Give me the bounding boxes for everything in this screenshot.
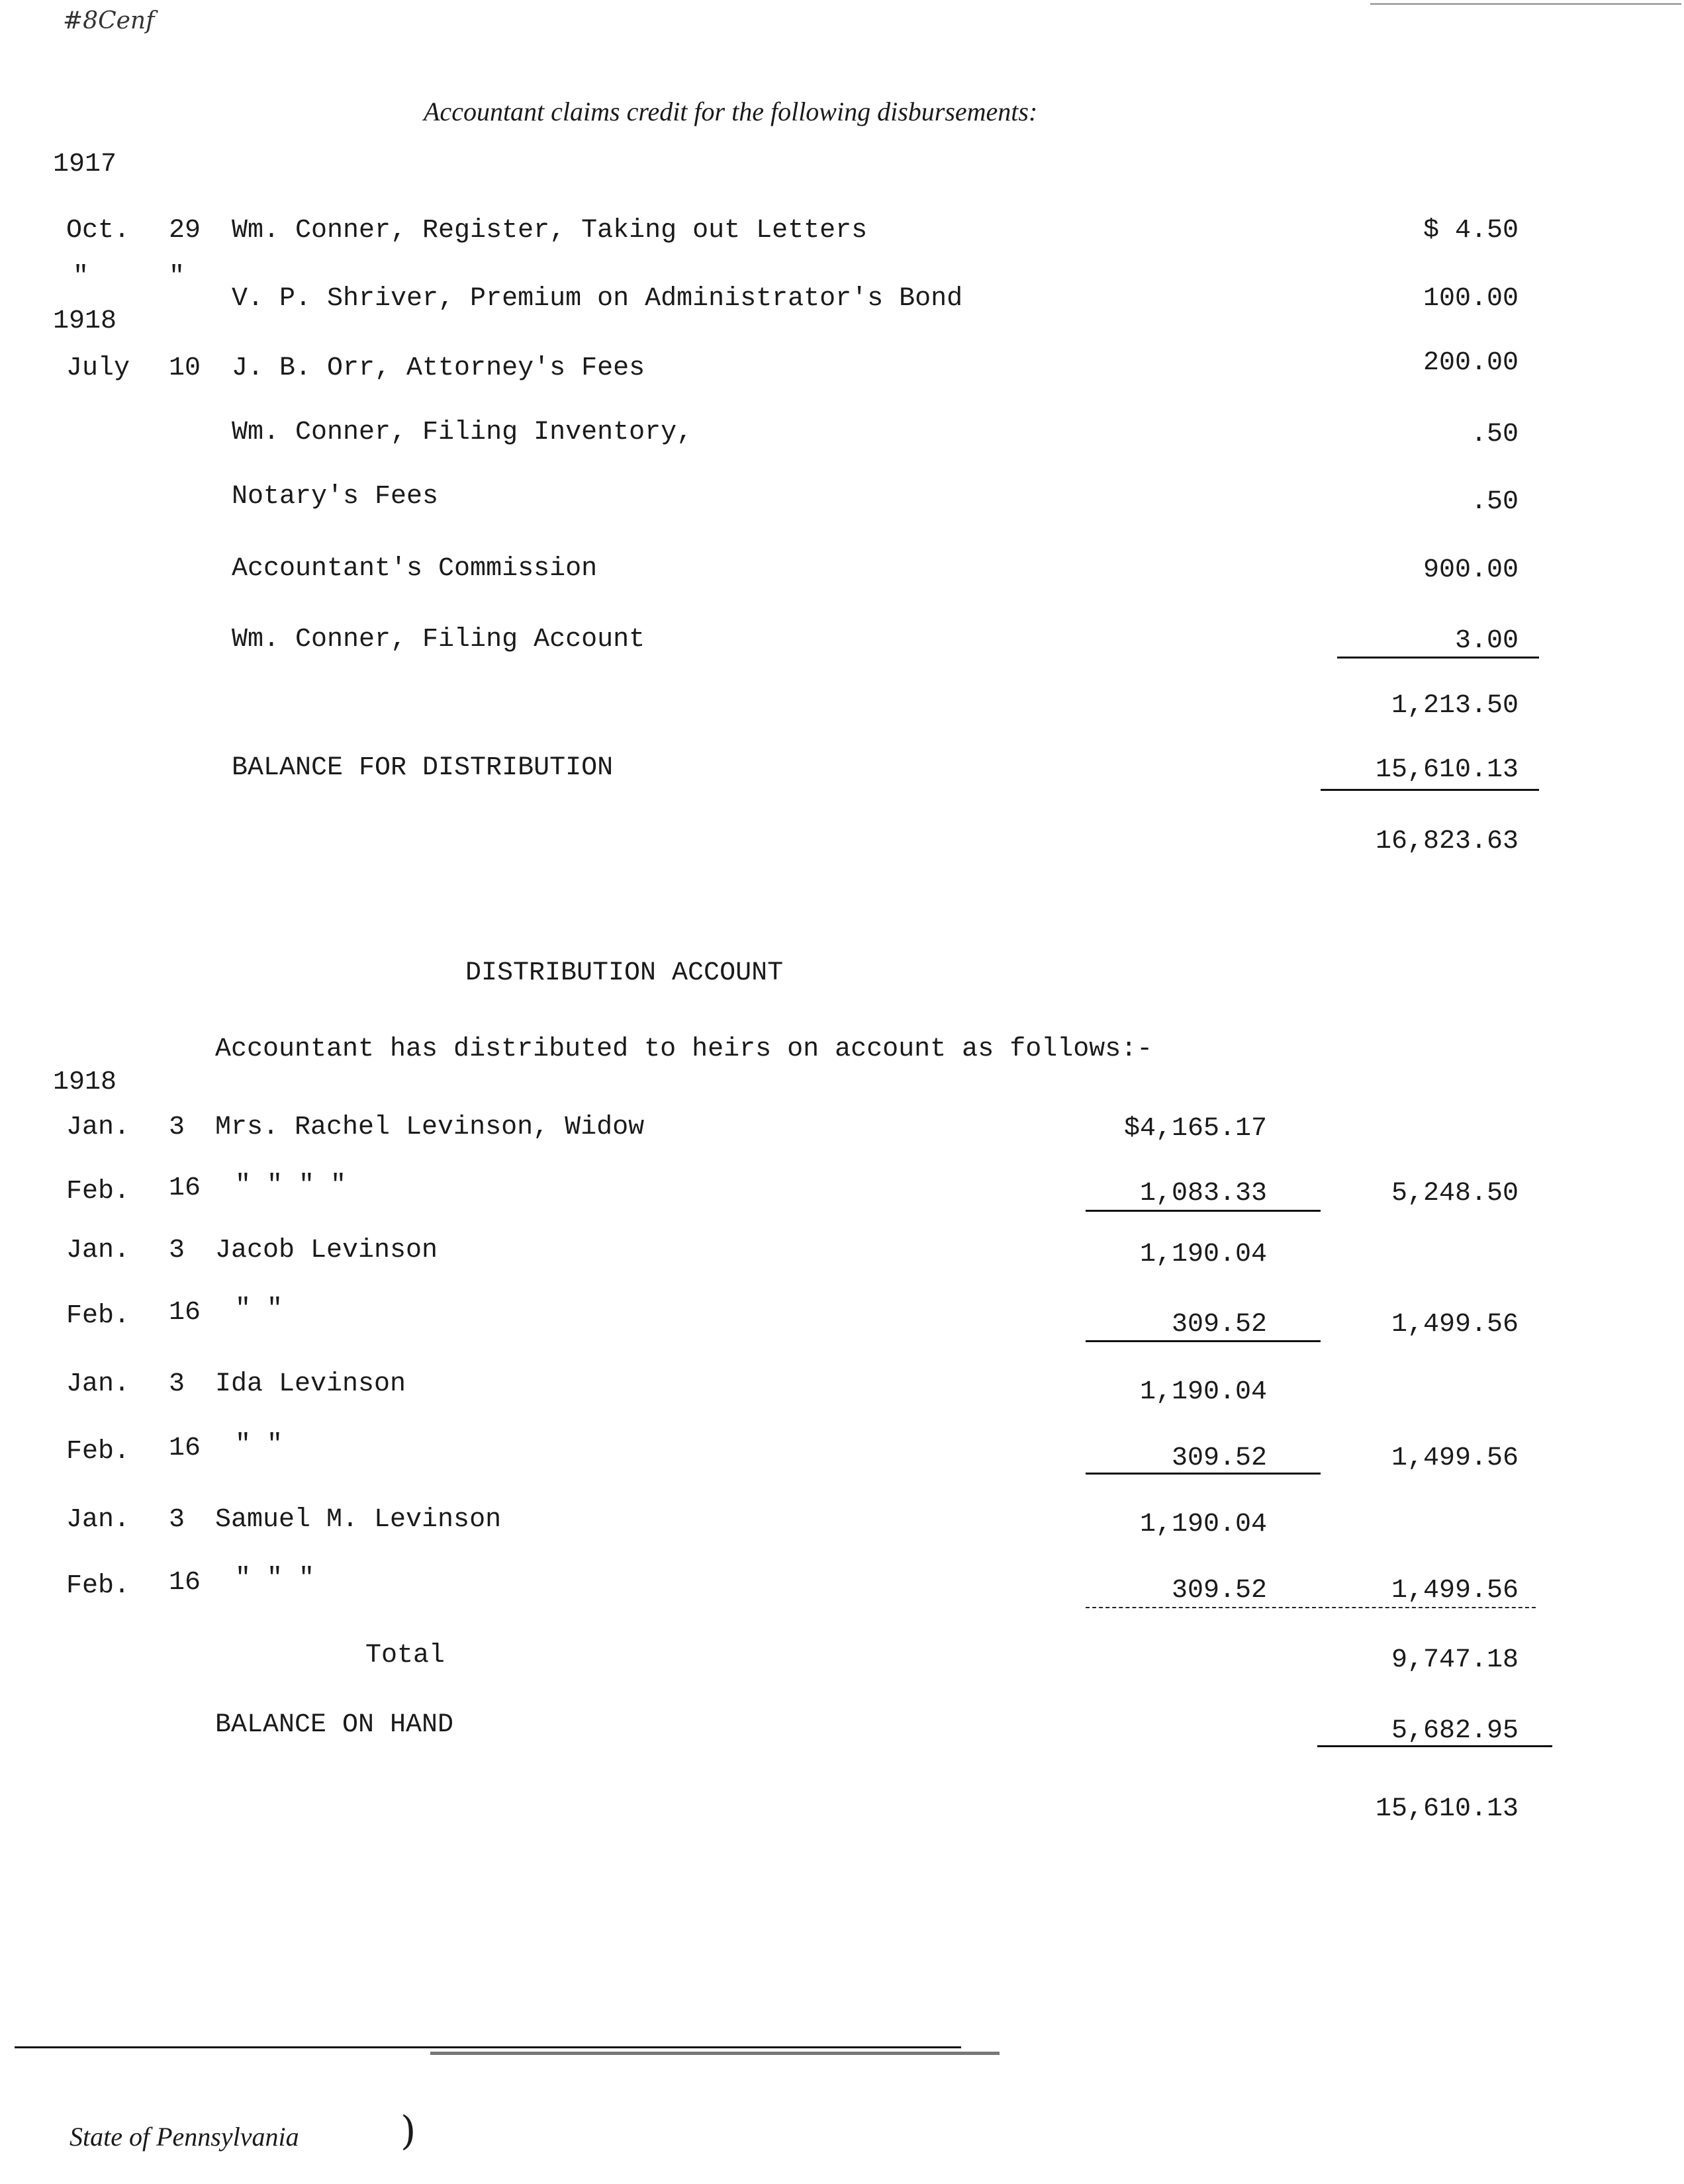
heir-total: 1,499.56 bbox=[1391, 1576, 1519, 1606]
heir-name: Samuel M. Levinson bbox=[215, 1505, 502, 1535]
amount: 1,083.33 bbox=[1139, 1179, 1267, 1208]
amount: 309.52 bbox=[1171, 1443, 1267, 1473]
bottom-divider bbox=[15, 2046, 961, 2048]
amount: 1,190.04 bbox=[1139, 1240, 1267, 1269]
subtotal-rule bbox=[1337, 657, 1539, 659]
amount: 100.00 bbox=[1423, 284, 1519, 314]
day: 16 bbox=[169, 1173, 201, 1203]
amount: 900.00 bbox=[1423, 555, 1519, 585]
heir-name: Mrs. Rachel Levinson, Widow bbox=[215, 1113, 645, 1142]
day: 3 bbox=[169, 1113, 185, 1142]
heir-name: Jacob Levinson bbox=[215, 1236, 438, 1265]
heir-name: Ida Levinson bbox=[215, 1369, 406, 1399]
corner-note: #8Cenf bbox=[63, 7, 155, 34]
amount: 1,190.04 bbox=[1139, 1510, 1267, 1539]
month: Feb. bbox=[66, 1177, 130, 1206]
month: Feb. bbox=[66, 1571, 130, 1601]
month: Feb. bbox=[66, 1437, 130, 1467]
heir-name-ditto: " " bbox=[235, 1295, 283, 1324]
day: 16 bbox=[169, 1433, 201, 1463]
year-1918: 1918 bbox=[53, 306, 117, 336]
description: Notary's Fees bbox=[232, 482, 439, 512]
amount: $4,165.17 bbox=[1123, 1114, 1267, 1144]
balance-rule bbox=[1317, 1745, 1552, 1747]
subtotal-rule bbox=[1086, 1607, 1536, 1608]
state-of-pennsylvania: State of Pennsylvania bbox=[70, 2122, 299, 2152]
day: 10 bbox=[169, 353, 201, 383]
description: Wm. Conner, Filing Account bbox=[232, 625, 645, 655]
description: V. P. Shriver, Premium on Administrator's Bond bbox=[232, 284, 963, 314]
description: Wm. Conner, Filing Inventory, bbox=[232, 418, 693, 447]
balance-rule bbox=[1321, 789, 1539, 791]
page-header: Accountant claims credit for the following disbursements: bbox=[424, 97, 1038, 126]
amount: 200.00 bbox=[1423, 348, 1519, 378]
day: " bbox=[169, 262, 185, 292]
heir-name-ditto: " " bbox=[235, 1430, 283, 1460]
month: Jan. bbox=[66, 1113, 130, 1142]
amount: .50 bbox=[1470, 420, 1519, 449]
subtotal: 1,213.50 bbox=[1391, 691, 1519, 721]
description: Accountant's Commission bbox=[232, 554, 598, 584]
heir-name-ditto: " " " bbox=[235, 1564, 315, 1594]
day: 16 bbox=[169, 1298, 201, 1328]
month: Jan. bbox=[66, 1369, 130, 1399]
description: J. B. Orr, Attorney's Fees bbox=[232, 353, 645, 383]
day: 3 bbox=[169, 1236, 185, 1265]
amount: 3.00 bbox=[1454, 626, 1519, 656]
balance-for-distribution-amount: 15,610.13 bbox=[1375, 755, 1519, 785]
balance-on-hand-label: BALANCE ON HAND bbox=[215, 1710, 454, 1740]
heir-total: 1,499.56 bbox=[1391, 1310, 1519, 1340]
top-rule bbox=[1370, 3, 1681, 5]
month: Feb. bbox=[66, 1301, 130, 1331]
day: 3 bbox=[169, 1505, 185, 1535]
month: Jan. bbox=[66, 1505, 130, 1535]
total-label: Total bbox=[365, 1641, 445, 1670]
grand-total: 16,823.63 bbox=[1375, 827, 1519, 856]
month: Jan. bbox=[66, 1236, 130, 1265]
heir-name-ditto: " " " " bbox=[235, 1171, 347, 1201]
distribution-intro: Accountant has distributed to heirs on account as follows:- bbox=[215, 1034, 1153, 1064]
heir-total: 5,248.50 bbox=[1391, 1179, 1519, 1208]
day: 3 bbox=[169, 1369, 185, 1399]
amount: 309.52 bbox=[1171, 1576, 1267, 1606]
subtotal-rule bbox=[1086, 1210, 1321, 1212]
subtotal-rule bbox=[1086, 1473, 1321, 1475]
amount: 1,190.04 bbox=[1139, 1377, 1267, 1407]
month: July bbox=[66, 353, 130, 383]
distribution-title: DISTRIBUTION ACCOUNT bbox=[465, 958, 784, 988]
day: 29 bbox=[169, 216, 201, 246]
final-total: 15,610.13 bbox=[1375, 1794, 1519, 1824]
month: Oct. bbox=[66, 216, 130, 246]
bottom-divider-shadow bbox=[430, 2052, 1000, 2055]
balance-for-distribution-label: BALANCE FOR DISTRIBUTION bbox=[232, 753, 614, 783]
subtotal-rule bbox=[1086, 1340, 1321, 1342]
day: 16 bbox=[169, 1568, 201, 1598]
total-amount: 9,747.18 bbox=[1391, 1645, 1519, 1675]
amount: .50 bbox=[1470, 487, 1519, 517]
year-1917: 1917 bbox=[53, 150, 117, 179]
amount: 309.52 bbox=[1171, 1310, 1267, 1340]
footer-bracket: ) bbox=[400, 2108, 416, 2154]
distribution-year: 1918 bbox=[53, 1068, 117, 1097]
amount: $ 4.50 bbox=[1423, 216, 1519, 246]
month: " bbox=[73, 262, 89, 292]
heir-total: 1,499.56 bbox=[1391, 1443, 1519, 1473]
balance-on-hand-amount: 5,682.95 bbox=[1391, 1716, 1519, 1746]
description: Wm. Conner, Register, Taking out Letters bbox=[232, 216, 868, 246]
